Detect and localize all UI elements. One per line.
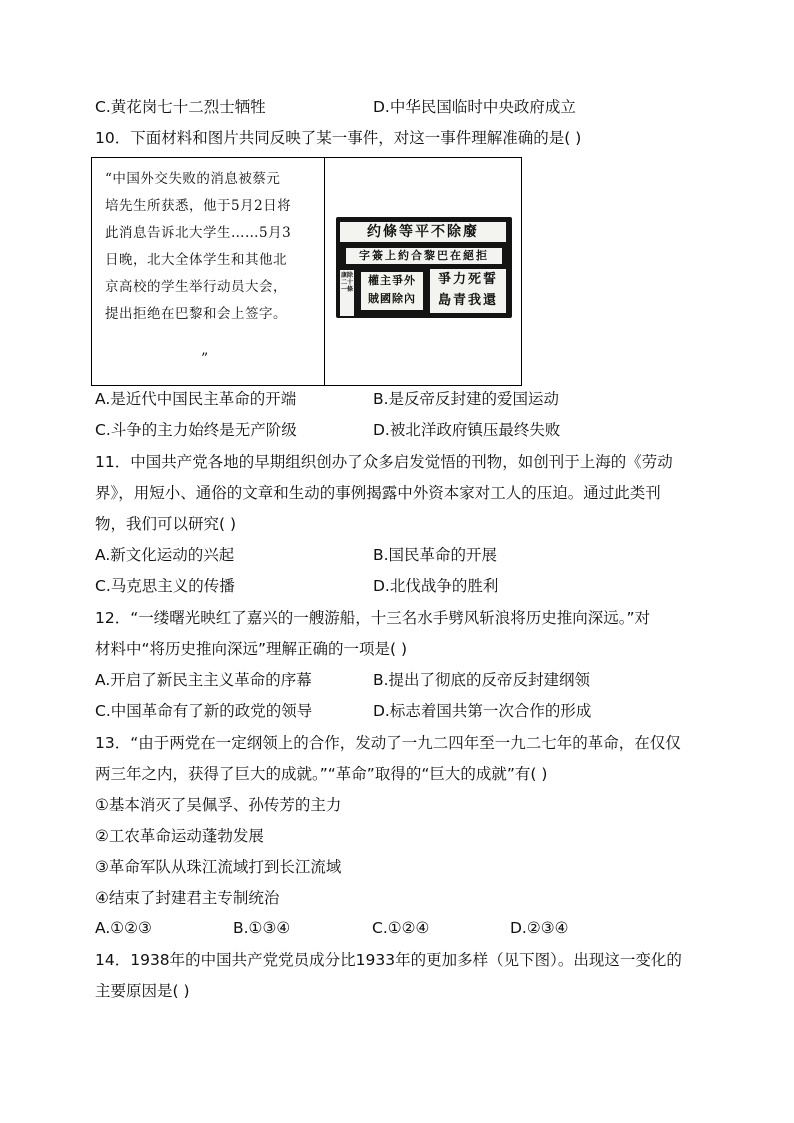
q12-option-b: B.提出了彻底的反帝反封建纲领 (373, 671, 591, 689)
q10-option-a: A.是近代中国民主革命的开端 (95, 390, 297, 408)
q13-option-a: A.①②③ (95, 919, 152, 937)
q11-option-c: C.马克思主义的传播 (95, 577, 235, 595)
q10-stem: 10．下面材料和图片共同反映了某一事件，对这一事件理解准确的是( ) (95, 129, 582, 147)
may-fourth-protest-photo (336, 217, 512, 318)
protest-banner: 權主爭外 賊國除內 (361, 272, 423, 310)
q11-stem-line2: 界》，用短小、通俗的文章和生动的事例揭露中外资本家对工人的压迫。通过此类刊 (95, 484, 661, 502)
q12-option-d: D.标志着国共第一次合作的形成 (373, 702, 592, 720)
protest-banner: 字簽上約合黎巴在絕拒 (346, 248, 502, 264)
q12-option-c: C.中国革命有了新的政党的领导 (95, 702, 313, 720)
q12-stem-line2: 材料中“将历史推向深远”理解正确的一项是( ) (95, 640, 408, 658)
q10-quote-text: “中国外交失败的消息被蔡元 培先生所获悉，他于5月2日将 此消息告诉北大学生……5月3 日晚，北大全体学生和其他北 京高校的学生举行动员大会， 提出拒绝在巴黎和会上签字。 (105, 171, 292, 322)
protest-banner: 爭力死誓 島青我還 (430, 269, 506, 313)
q14-stem-line1: 14．1938年的中国共产党党员成分比1933年的更加多样（见下图）。出现这一变化的 (95, 951, 682, 969)
q13-item-2: ②工农革命运动蓬勃发展 (95, 827, 264, 845)
q10-option-d: D.被北洋政府镇压最终失败 (373, 421, 561, 439)
q12-option-a: A.开启了新民主主义革命的序幕 (95, 671, 312, 689)
q13-stem-line2: 两三年之内，获得了巨大的成就。”“革命”取得的“巨大的成就”有( ) (95, 765, 548, 783)
q11-option-a: A.新文化运动的兴起 (95, 546, 235, 564)
q9-option-c: C.黄花岗七十二烈士牺牲 (95, 98, 266, 116)
q10-material-box (91, 157, 522, 386)
q11-stem-line3: 物，我们可以研究( ) (95, 515, 237, 533)
q13-option-c: C.①②④ (372, 919, 430, 937)
q13-item-1: ①基本消灭了吴佩孚、孙传芳的主力 (95, 796, 342, 814)
q11-option-d: D.北伐战争的胜利 (373, 577, 499, 595)
protest-banner: 康除二十一條 (340, 270, 354, 316)
q11-stem-line1: 11．中国共产党各地的早期组织创办了众多启发觉悟的刊物，如创刊于上海的《劳动 (95, 453, 673, 471)
protest-banner: 约條等平不除廢 (340, 222, 506, 242)
q9-option-d: D.中华民国临时中央政府成立 (373, 98, 576, 116)
q13-option-b: B.①③④ (233, 919, 291, 937)
q13-item-4: ④结束了封建君主专制统治 (95, 889, 280, 907)
q13-stem-line1: 13．“由于两党在一定纲领上的合作，发动了一九二四年至一九二七年的革命，在仅仅 (95, 734, 681, 752)
material-divider (324, 158, 325, 385)
q14-stem-line2: 主要原因是( ) (95, 982, 190, 1000)
q10-option-c: C.斗争的主力始终是无产阶级 (95, 421, 297, 439)
q10-option-b: B.是反帝反封建的爱国运动 (373, 390, 560, 408)
q11-option-b: B.国民革命的开展 (373, 546, 498, 564)
q12-stem-line1: 12．“一缕曙光映红了嘉兴的一艘游船，十三名水手劈风斩浪将历史推向深远。”对 (95, 609, 651, 627)
q13-option-d: D.②③④ (510, 919, 569, 937)
q10-quote-end: ” (201, 351, 209, 367)
q13-item-3: ③革命军队从珠江流域打到长江流域 (95, 858, 342, 876)
